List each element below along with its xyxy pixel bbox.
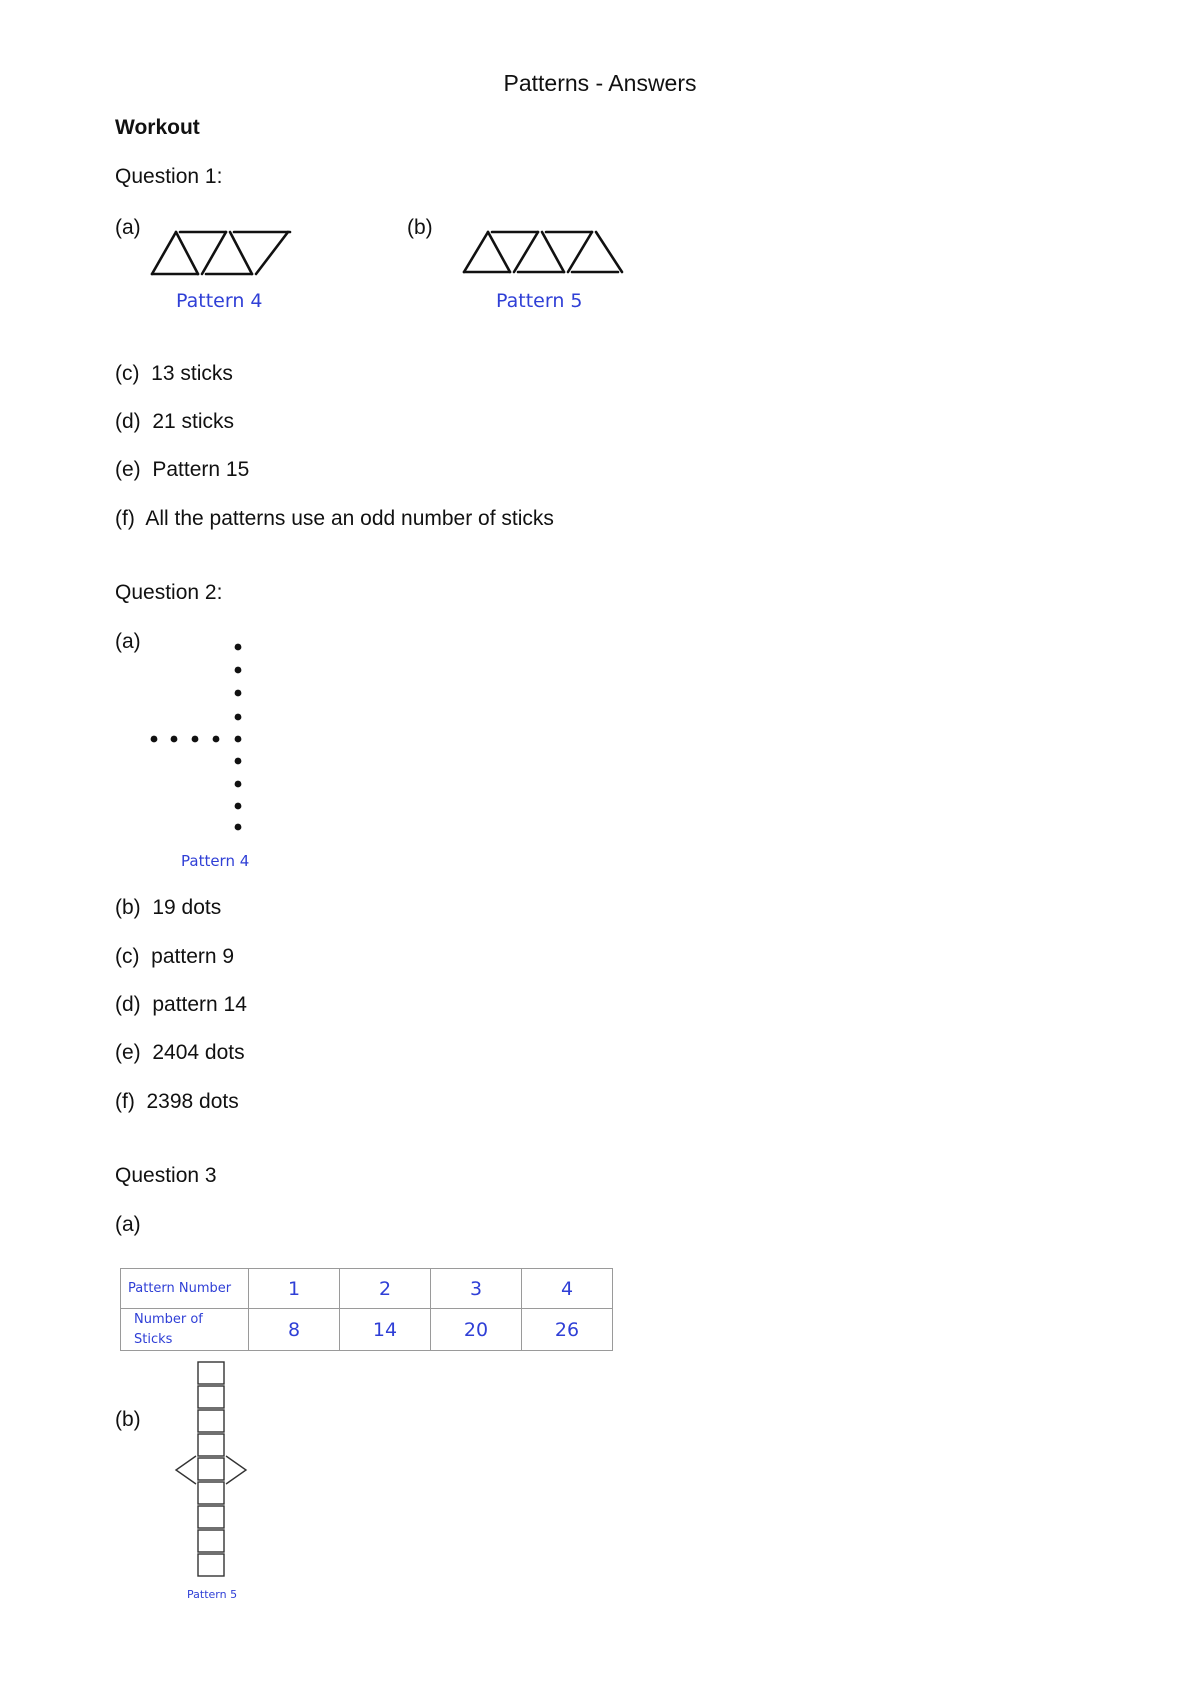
dot (235, 758, 242, 765)
table-row (121, 1309, 613, 1351)
stick (514, 232, 538, 272)
q2-answer-f: (f) 2398 dots (115, 1090, 239, 1113)
dot (235, 781, 242, 788)
dot (171, 736, 178, 743)
q1-answer-f: (f) All the patterns use an odd number of sticks (115, 507, 554, 530)
stick-square (198, 1458, 224, 1480)
stick-square (198, 1482, 224, 1504)
q1-answer-c: (c) 13 sticks (115, 362, 233, 385)
q3-pattern-table (120, 1268, 613, 1351)
q1-part-b-label: (b) (407, 216, 433, 239)
table-cell: 2 (340, 1269, 431, 1309)
stick-square (198, 1410, 224, 1432)
left-arrow-sticks (176, 1456, 196, 1484)
stick (488, 232, 510, 272)
dot (235, 714, 242, 721)
page-title: Patterns - Answers (503, 70, 697, 96)
dot (235, 667, 242, 674)
dot (213, 736, 220, 743)
header-line-1: Number of (134, 1311, 203, 1327)
question-3-label: Question 3 (115, 1164, 217, 1187)
dot (151, 736, 158, 743)
stick (176, 232, 198, 274)
q1-pattern-5-caption: Pattern 5 (496, 290, 583, 312)
right-arrow-sticks (226, 1456, 246, 1484)
stick (464, 232, 488, 272)
stick-square (198, 1386, 224, 1408)
q3-part-a-label: (a) (115, 1213, 141, 1236)
table-cell: 20 (431, 1309, 522, 1351)
q1-answer-e: (e) Pattern 15 (115, 458, 250, 481)
table-cell: 8 (249, 1309, 340, 1351)
dot (235, 644, 242, 651)
stick (152, 232, 176, 274)
table-cell: 26 (522, 1309, 613, 1351)
table-cell: 14 (340, 1309, 431, 1351)
stick (568, 232, 592, 272)
table-row-header: Pattern Number (121, 1269, 249, 1309)
header-line-2: Sticks (134, 1331, 173, 1347)
q2-answer-b: (b) 19 dots (115, 896, 222, 919)
stick-square (198, 1554, 224, 1576)
stick (230, 232, 252, 274)
stick-square (198, 1506, 224, 1528)
q3-pattern-5-figure (172, 1360, 248, 1580)
question-2-label: Question 2: (115, 581, 223, 604)
stick-square (198, 1362, 224, 1384)
q3-part-b-label: (b) (115, 1408, 141, 1431)
stick (596, 232, 622, 272)
table-cell: 4 (522, 1269, 613, 1309)
dot (235, 736, 242, 743)
stick-square (198, 1530, 224, 1552)
q1-part-a-label: (a) (115, 216, 141, 239)
section-heading: Workout (115, 116, 200, 139)
q2-pattern-4-caption: Pattern 4 (181, 852, 250, 870)
dot (235, 824, 242, 831)
stick-square (198, 1434, 224, 1456)
q2-answer-d: (d) pattern 14 (115, 993, 247, 1016)
q2-part-a-label: (a) (115, 630, 141, 653)
stick (256, 232, 288, 274)
table-cell: 1 (249, 1269, 340, 1309)
q1-pattern-5-figure (462, 228, 627, 278)
dot (235, 690, 242, 697)
table-row (121, 1269, 613, 1309)
q3-pattern-5-caption: Pattern 5 (187, 1588, 238, 1601)
q2-answer-c: (c) pattern 9 (115, 945, 235, 968)
stick (542, 232, 564, 272)
stick (202, 232, 226, 274)
question-1-label: Question 1: (115, 165, 223, 188)
q1-pattern-4-figure (150, 228, 295, 278)
table-row-header (121, 1309, 249, 1351)
table-cell: 3 (431, 1269, 522, 1309)
q1-answer-d: (d) 21 sticks (115, 410, 235, 433)
dot (235, 803, 242, 810)
q2-pattern-4-figure (140, 635, 240, 835)
q2-answer-e: (e) 2404 dots (115, 1041, 245, 1064)
q1-pattern-4-caption: Pattern 4 (176, 290, 263, 312)
dot (192, 736, 199, 743)
